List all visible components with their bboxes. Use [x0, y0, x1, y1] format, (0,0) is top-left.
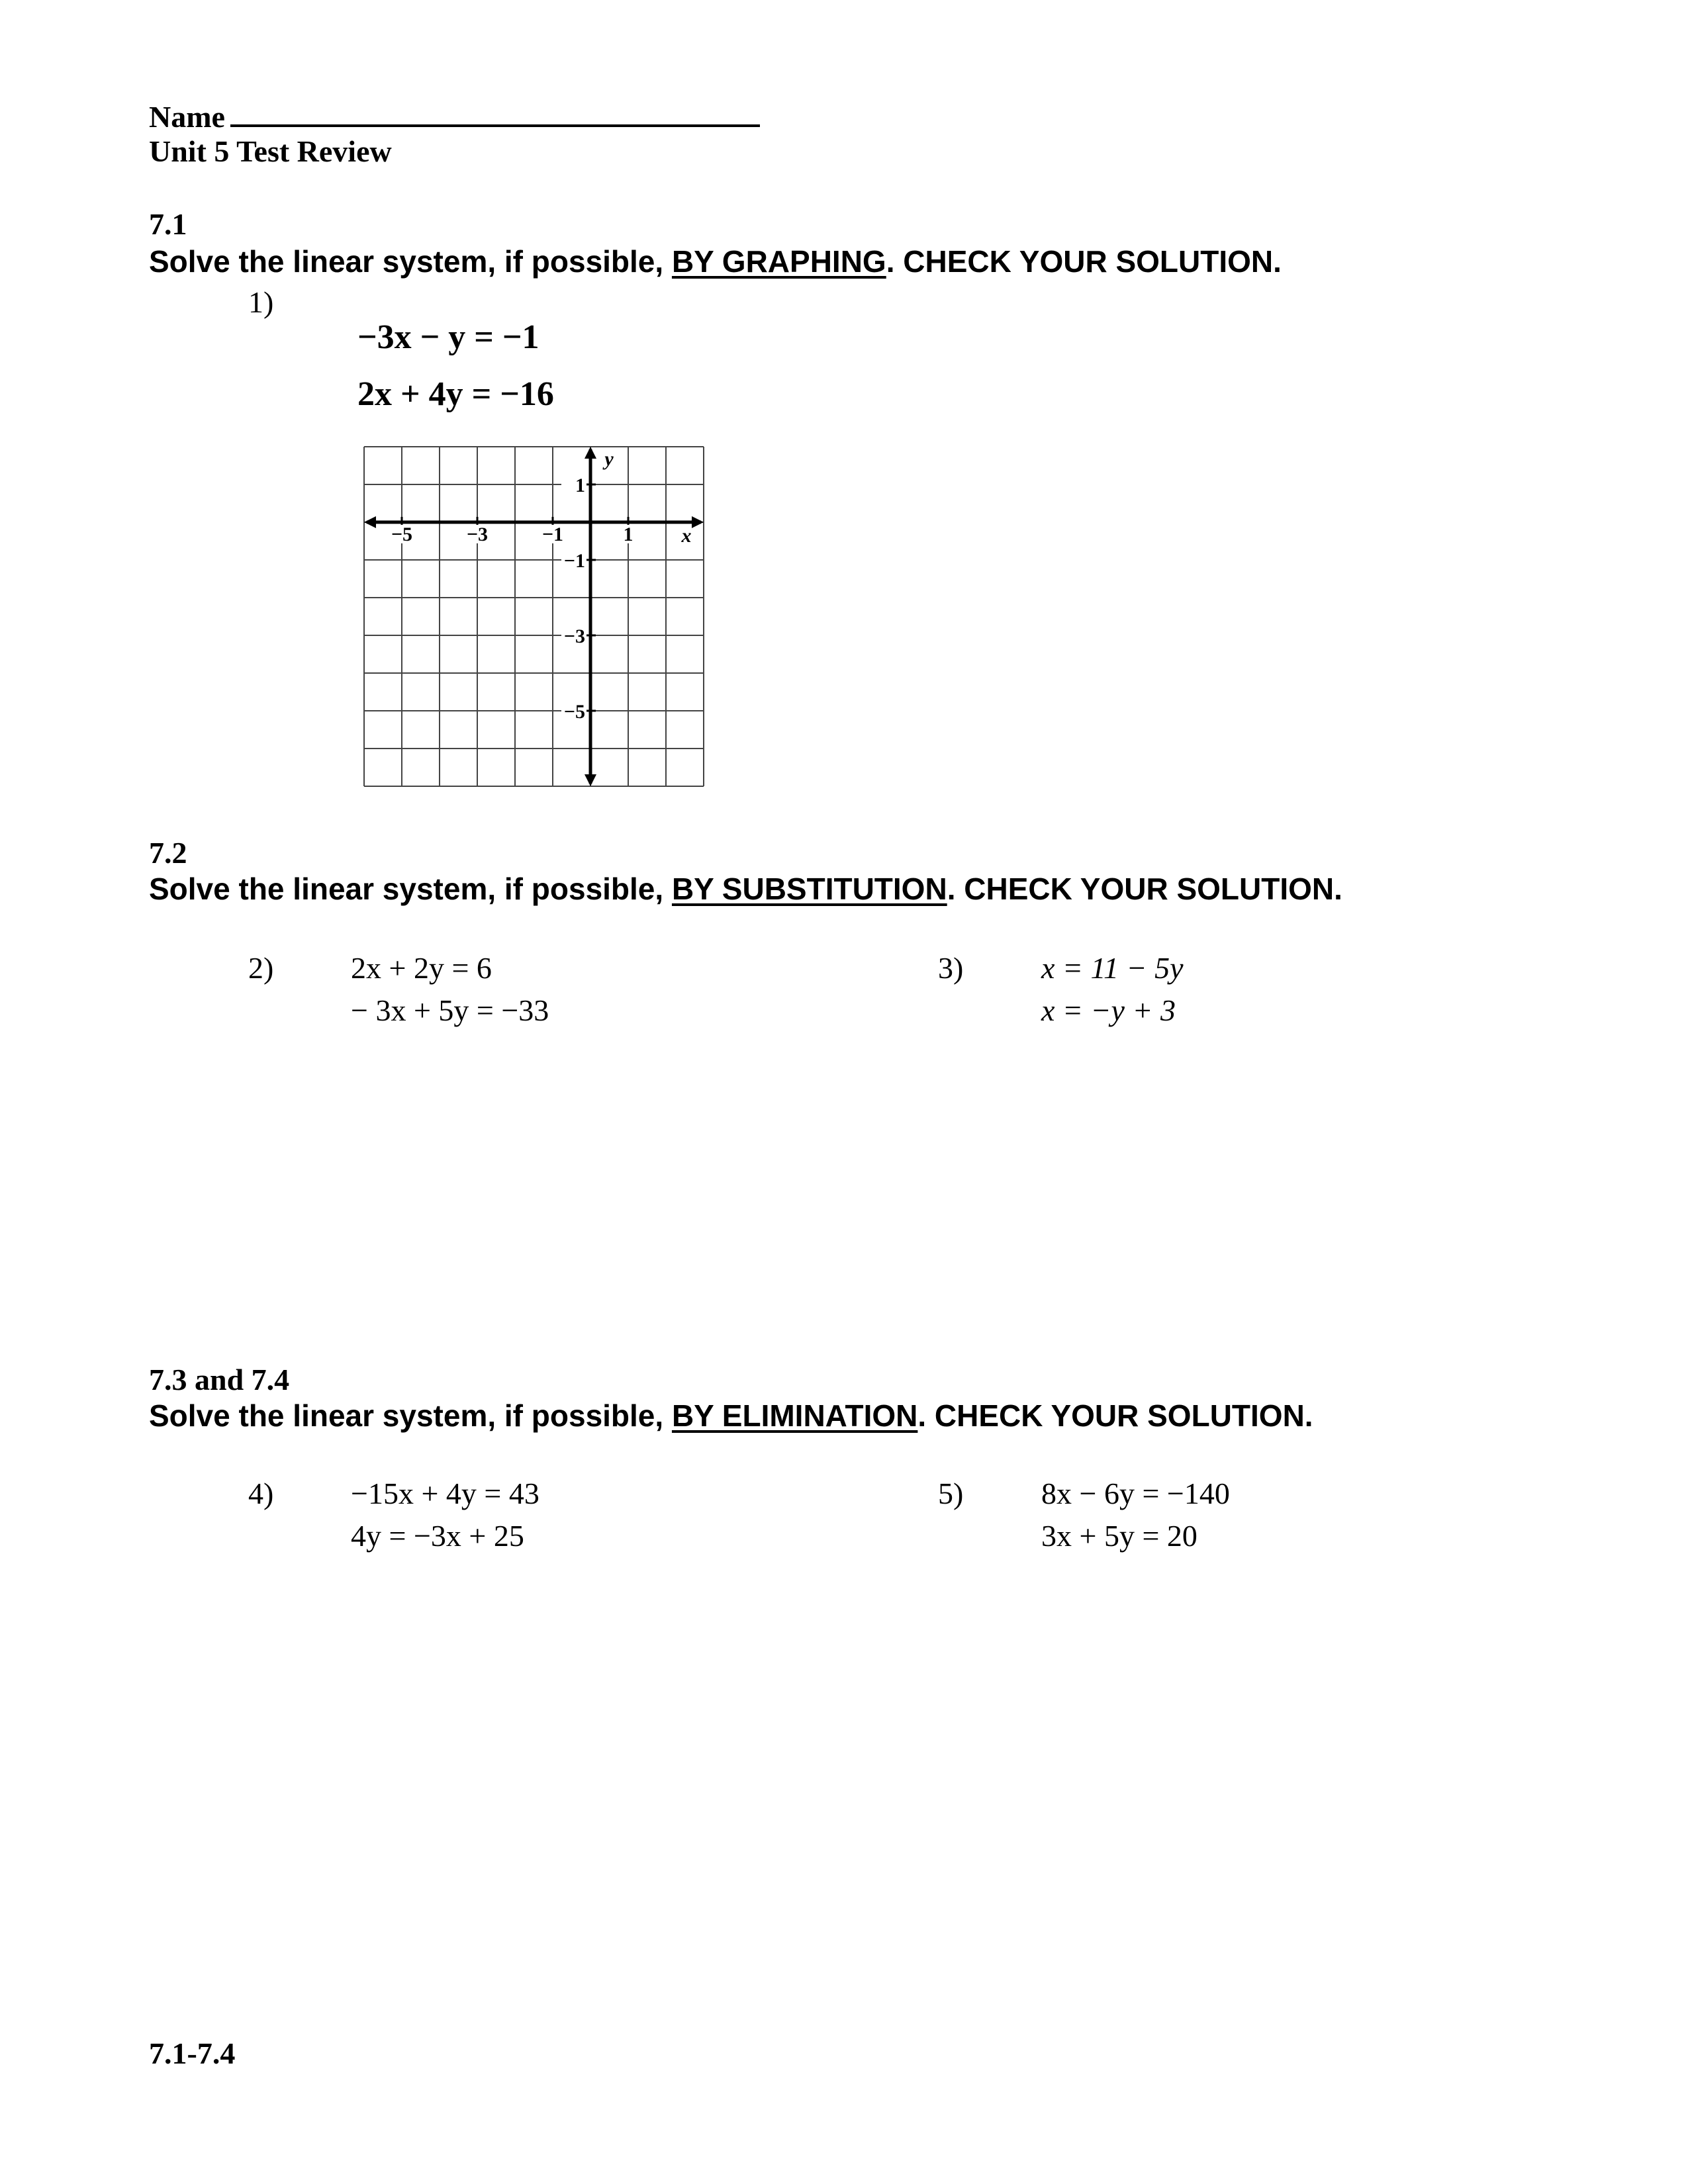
x-tick-label: −5	[391, 523, 413, 545]
instruction-suffix: . CHECK YOUR SOLUTION.	[886, 244, 1282, 279]
instruction-substitution	[149, 871, 1342, 907]
instruction-prefix: Solve the linear system, if possible,	[149, 1398, 672, 1433]
instruction-suffix: . CHECK YOUR SOLUTION.	[947, 872, 1342, 906]
y-tick-label: −3	[563, 625, 585, 647]
x-axis-arrow-left	[364, 516, 376, 528]
x-tick-label: −1	[541, 523, 564, 545]
name-field[interactable]	[149, 98, 760, 134]
equation: 8x − 6y = −140	[1041, 1477, 1230, 1510]
method-elimination: BY ELIMINATION	[671, 1398, 918, 1433]
method-graphing: BY GRAPHING	[671, 244, 886, 279]
equation: 4y = −3x + 25	[351, 1519, 524, 1553]
section-number-7-2: 7.2	[149, 836, 187, 870]
equation: 2x + 2y = 6	[351, 951, 492, 985]
instruction-elimination	[149, 1398, 1313, 1433]
name-blank-line[interactable]	[230, 98, 760, 127]
method-substitution: BY SUBSTITUTION	[671, 872, 947, 906]
section-number-7-3-7-4: 7.3 and 7.4	[149, 1363, 290, 1396]
y-axis-label: y	[604, 448, 614, 470]
problem-label: 1)	[248, 285, 274, 319]
equation: −15x + 4y = 43	[351, 1477, 539, 1510]
x-axis-label: x	[681, 525, 692, 547]
problem-label: 3)	[938, 951, 964, 985]
equation: −3x − y = −1	[357, 318, 539, 356]
instruction-graphing	[149, 244, 1282, 279]
section-number-7-1: 7.1	[149, 207, 187, 241]
coordinate-grid[interactable]	[357, 440, 715, 791]
problem-label: 2)	[248, 951, 274, 985]
instruction-prefix: Solve the linear system, if possible,	[149, 872, 672, 906]
axes	[364, 447, 704, 786]
name-label: Name	[149, 100, 225, 134]
y-axis-arrow-down	[585, 774, 596, 786]
y-tick-label: −1	[563, 550, 585, 572]
y-axis-arrow-up	[585, 447, 596, 459]
equation: 3x + 5y = 20	[1041, 1519, 1197, 1553]
footer-text: 7.1-7.4	[149, 2036, 236, 2070]
x-tick-label: 1	[623, 523, 633, 545]
x-tick-label: −3	[466, 523, 489, 545]
equation: − 3x + 5y = −33	[351, 993, 549, 1027]
equation: x = −y + 3	[1041, 993, 1176, 1027]
grid-lines	[364, 447, 704, 786]
x-axis-arrow-right	[692, 516, 704, 528]
equation: 2x + 4y = −16	[357, 375, 554, 413]
instruction-suffix: . CHECK YOUR SOLUTION.	[917, 1398, 1313, 1433]
page-title: Unit 5 Test Review	[149, 134, 392, 168]
problem-label: 5)	[938, 1477, 964, 1510]
y-tick-label: 1	[575, 475, 585, 496]
y-tick-label: −5	[563, 701, 585, 723]
tick-labels	[386, 448, 692, 723]
equation: x = 11 − 5y	[1041, 951, 1184, 985]
problem-label: 4)	[248, 1477, 274, 1510]
instruction-prefix: Solve the linear system, if possible,	[149, 244, 672, 279]
